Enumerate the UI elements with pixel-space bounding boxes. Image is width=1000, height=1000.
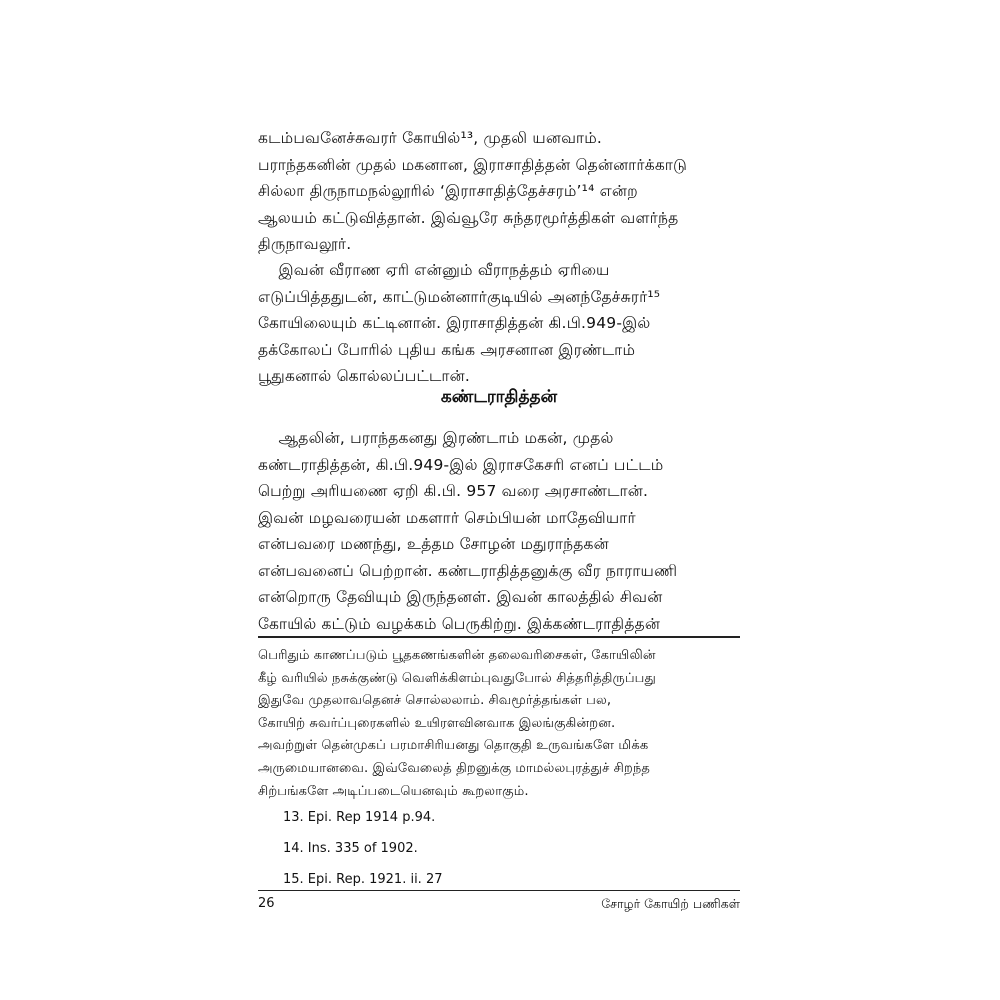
footnote-continuation (258, 645, 740, 803)
text-line: என்றொரு தேவியும் இருந்தனள். இவன் காலத்தில் சிவன் (258, 588, 663, 606)
paragraph-2 (258, 257, 740, 390)
text-line: இவன் மழவரையன் மகளார் செம்பியன் மாதேவியார் (258, 508, 636, 527)
footnote-line: கீழ் வரியில் நசுக்குண்டு வெளிக்கிளம்புவதுபோல் சித்தரித்திருப்பது (258, 670, 656, 686)
text-line: கண்டராதித்தன், கி.பி.949-இல் இராசகேசரி எனப் பட்டம் (258, 455, 664, 474)
reference-list (283, 808, 443, 901)
text-line: பூதுகனால் கொல்லப்பட்டான். (258, 367, 470, 385)
page-number: 26 (258, 896, 275, 911)
paragraph-3 (258, 425, 740, 637)
footnote-line: இதுவே முதலாவதெனச் சொல்லலாம். சிவமூர்த்தங்கள் பல, (258, 693, 612, 709)
section-heading: கண்டராதித்தன் (440, 387, 558, 407)
footnote-divider (258, 636, 740, 638)
text-line: சில்லா திருநாமநல்லூரில் ‘இராசாதித்தேச்சரம்’¹⁴ என்ற (258, 182, 638, 200)
footnote-line: சிற்பங்களே அடிப்படையெனவும் கூறலாகும். (258, 783, 529, 799)
text-line: கடம்பவனேச்சுவரர் கோயில்¹³, முதலி யனவாம். (258, 129, 603, 147)
paragraph-1 (258, 125, 740, 258)
text-line: பராந்தகனின் முதல் மகனான, இராசாதித்தன் தென்னார்க்காடு (258, 155, 688, 174)
text-line: என்பவனைப் பெற்றான். கண்டராதித்தனுக்கு வீர நாராயணி (258, 561, 678, 580)
running-title: சோழர் கோயிற் பணிகள் (601, 896, 740, 911)
footnote-line: பெரிதும் காணப்படும் பூதகணங்களின் தலைவரிசைகள், கோயிலின் (258, 648, 656, 663)
text-line: ஆலயம் கட்டுவித்தான். இவ்வூரே சுந்தரமூர்த்திகள் வளர்ந்த (258, 208, 679, 227)
footnote-line: அவற்றுள் தென்முகப் பரமாசிரியனது தொகுதி உருவங்களே மிக்க (258, 738, 649, 754)
text-line: என்பவரை மணந்து, உத்தம சோழன் மதுராந்தகன் (258, 535, 609, 553)
text-line: எடுப்பித்ததுடன், காட்டுமன்னார்குடியில் அனந்தேச்சுரர்¹⁵ (258, 287, 661, 306)
text-line: தக்கோலப் போரில் புதிய கங்க அரசனான இரண்டாம் (258, 340, 636, 359)
reference-item: 15. Epi. Rep. 1921. ii. 27 (283, 872, 443, 887)
text-line: கோயில் கட்டும் வழக்கம் பெருகிற்று. இக்கண்டராதித்தன் (258, 614, 661, 633)
footnote-line: அருமையானவை. இவ்வேலைத் திறனுக்கு மாமல்லபுரத்துச் சிறந்த (258, 760, 650, 776)
reference-item: 14. Ins. 335 of 1902. (283, 841, 418, 856)
footnote-line: கோயிற் சுவர்ப்புரைகளில் உயிரளவினவாக இலங்குகின்றன. (258, 715, 616, 731)
footer-divider (258, 890, 740, 891)
reference-item: 13. Epi. Rep 1914 p.94. (283, 810, 436, 825)
text-line: ஆதலின், பராந்தகனது இரண்டாம் மகன், முதல் (258, 429, 614, 447)
text-line: இவன் வீராண ஏரி என்னும் வீராநத்தம் ஏரியை (258, 261, 610, 279)
text-line: கோயிலையும் கட்டினான். இராசாதித்தன் கி.பி.949-இல் (258, 314, 651, 332)
text-line: பெற்று அரியணை ஏறி கி.பி. 957 வரை அரசாண்டான். (258, 482, 649, 500)
text-line: திருநாவலூர். (258, 235, 352, 253)
